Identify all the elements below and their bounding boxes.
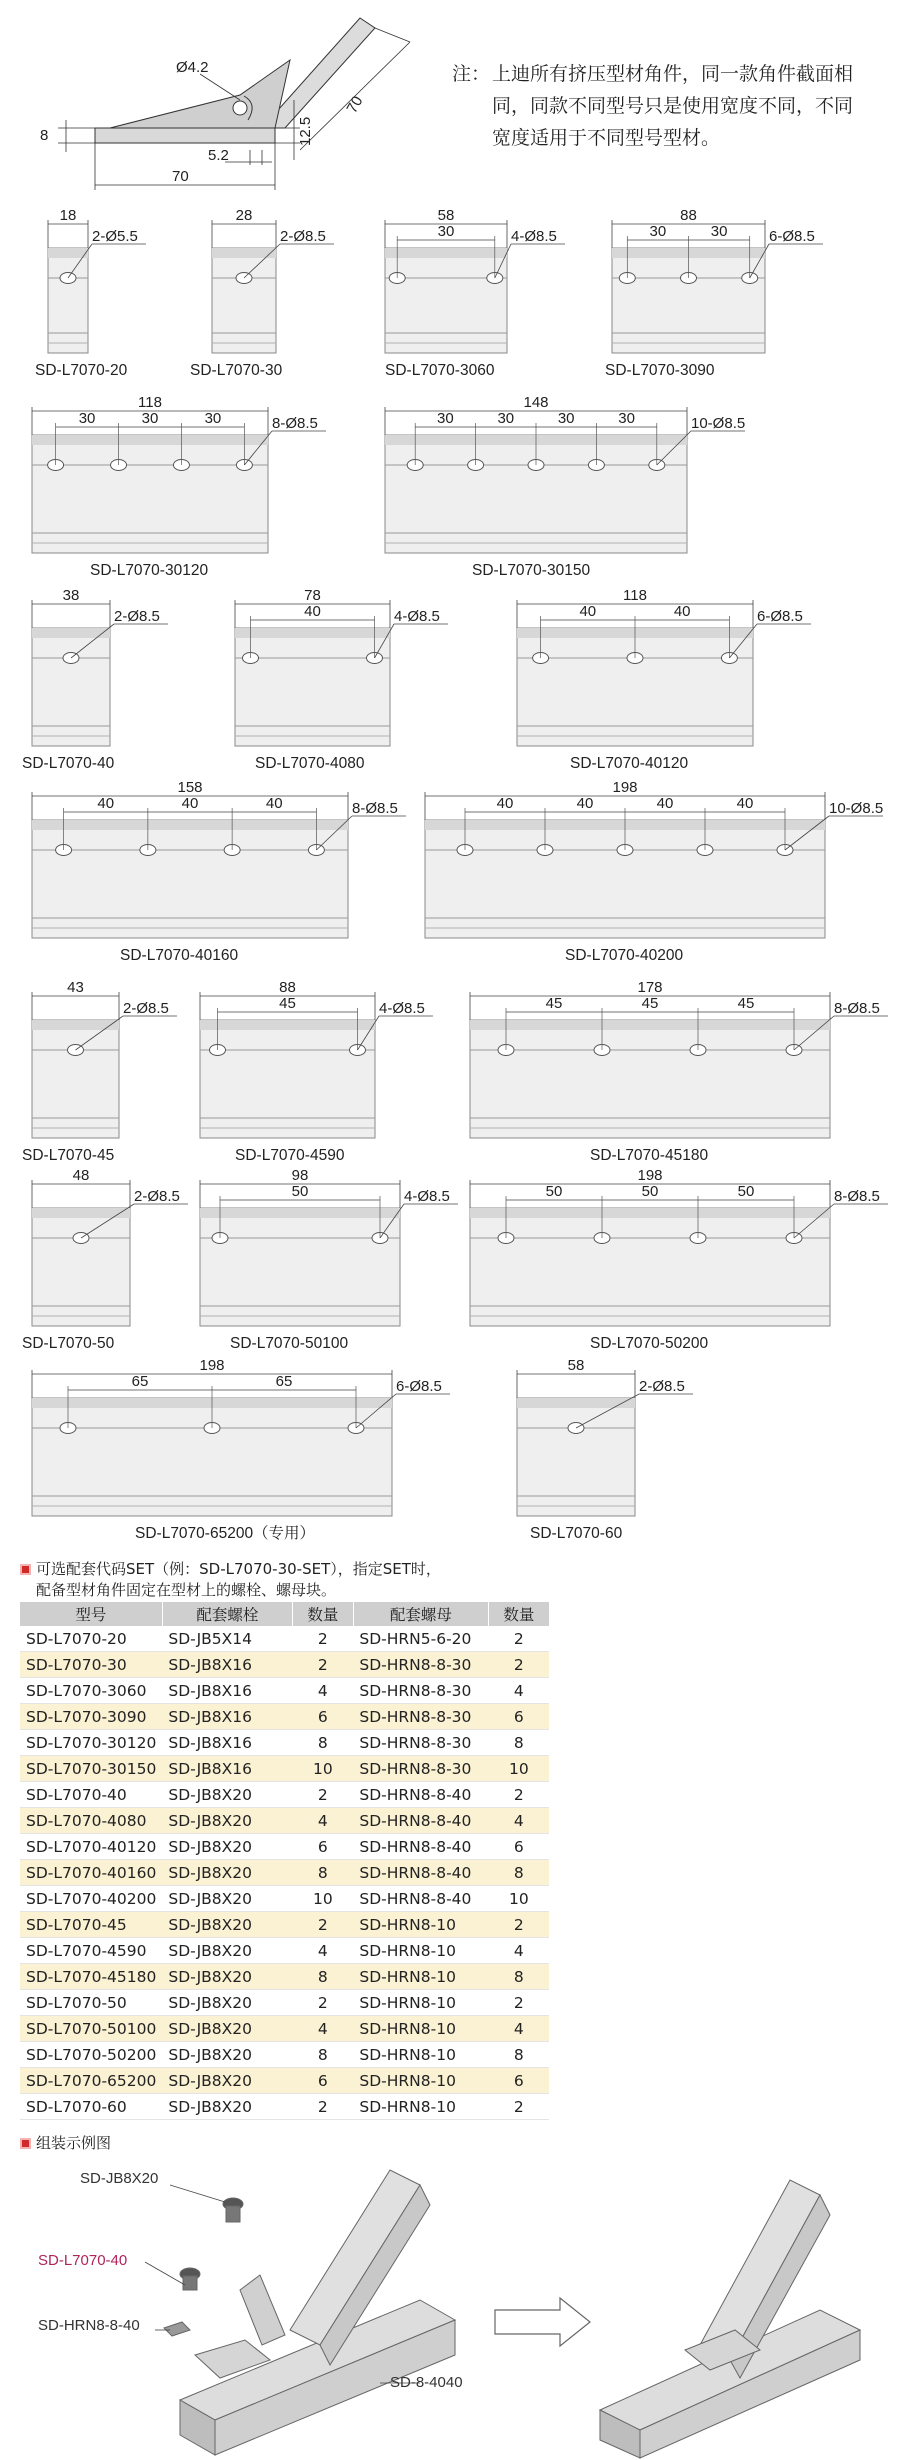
table-cell: SD-HRN8-10 (353, 2016, 488, 2042)
table-cell: SD-HRN8-10 (353, 1938, 488, 1964)
hole-callout: 8-Ø8.5 (272, 415, 318, 432)
plate (470, 1020, 830, 1138)
part-name: SD-L7070-60 (530, 1525, 623, 1540)
profile-label: SD-8-4040 (390, 2374, 463, 2391)
table-cell: 2 (292, 1782, 353, 1808)
table-row (20, 1626, 549, 1652)
hole-spacing: 30 (204, 410, 222, 427)
table-row (20, 1704, 549, 1730)
hole-spacing: 50 (641, 1183, 659, 1200)
table-cell: SD-HRN8-8-30 (353, 1730, 488, 1756)
plate-top-band (385, 248, 507, 258)
part-name: SD-L7070-20 (35, 362, 128, 379)
hole-callout: 2-Ø8.5 (134, 1188, 180, 1205)
table-cell: SD-JB8X20 (162, 1886, 292, 1912)
part-width: 148 (523, 394, 549, 411)
table-row (20, 2042, 549, 2068)
table-cell: 6 (488, 1704, 549, 1730)
table-cell: SD-JB8X20 (162, 2016, 292, 2042)
hole-callout: 4-Ø8.5 (404, 1188, 450, 1205)
table-cell: SD-JB8X20 (162, 1990, 292, 2016)
part-width: 198 (199, 1357, 225, 1374)
hole-callout: 6-Ø8.5 (396, 1378, 442, 1395)
table-cell: 2 (488, 1782, 549, 1808)
hole-spacing: 40 (736, 795, 754, 812)
plate-top-band (32, 1208, 130, 1218)
table-cell: SD-L7070-45180 (20, 1964, 162, 1990)
hole-spacing: 45 (737, 995, 755, 1012)
hole-spacing: 45 (641, 995, 659, 1012)
hole-callout: 2-Ø8.5 (639, 1378, 685, 1395)
note-label: 注： (452, 63, 491, 85)
part-width: 88 (680, 207, 697, 224)
hole-spacing: 65 (131, 1373, 149, 1390)
table-cell: SD-L7070-65200 (20, 2068, 162, 2094)
plate (32, 820, 348, 938)
hole-spacing: 40 (97, 795, 115, 812)
hole-spacing: 30 (557, 410, 575, 427)
part-width: 88 (279, 979, 296, 996)
table-cell: 2 (488, 1912, 549, 1938)
plate (32, 435, 268, 553)
table-row (20, 1834, 549, 1860)
table-row (20, 1990, 549, 2016)
plate-top-band (470, 1208, 830, 1218)
plate-top-band (32, 820, 348, 830)
part-width: 118 (623, 587, 647, 604)
table-cell: 10 (488, 1886, 549, 1912)
plate (470, 1208, 830, 1326)
table-cell: 8 (292, 1964, 353, 1990)
table-row (20, 1782, 549, 1808)
table-cell: SD-L7070-30120 (20, 1730, 162, 1756)
table-cell: 6 (488, 1834, 549, 1860)
part-name: SD-L7070-50 (22, 1335, 115, 1352)
part-width: 48 (72, 1167, 90, 1184)
hole-spacing: 30 (78, 410, 96, 427)
table-cell: SD-L7070-3060 (20, 1678, 162, 1704)
table-row (20, 1860, 549, 1886)
part-name: SD-L7070-45 (22, 1147, 115, 1164)
hole-spacing: 40 (181, 795, 199, 812)
hole-spacing: 40 (673, 603, 691, 620)
table-cell: SD-JB8X20 (162, 2094, 292, 2120)
note-text: 上迪所有挤压型材角件，同一款角件截面相同，同款不同型号只是使用宽度不同，不同宽度适用于不同型号型材。 (492, 63, 854, 149)
hole-callout: 10-Ø8.5 (691, 415, 746, 432)
table-cell: 2 (292, 1912, 353, 1938)
table-cell: SD-L7070-30 (20, 1652, 162, 1678)
set-line-2: 配备型材角件固定在型材上的螺栓、螺母块。 (36, 1581, 337, 1599)
table-row (20, 1678, 549, 1704)
plate (517, 1398, 635, 1516)
part-name: SD-L7070-45180 (590, 1147, 709, 1164)
part-width: 38 (62, 587, 80, 604)
table-cell: SD-JB8X16 (162, 1704, 292, 1730)
table-cell: SD-JB8X20 (162, 1834, 292, 1860)
table-cell: SD-L7070-50 (20, 1990, 162, 2016)
table-cell: SD-JB8X16 (162, 1678, 292, 1704)
table-cell: SD-HRN8-10 (353, 1990, 488, 2016)
part-name: SD-L7070-3060 (385, 362, 495, 379)
part-width: 198 (637, 1167, 663, 1184)
table-row (20, 1964, 549, 1990)
part-width: 78 (304, 587, 321, 604)
table-cell: SD-JB8X20 (162, 1860, 292, 1886)
col-bolt-qty: 数量 (292, 1602, 353, 1626)
hole-spacing: 30 (649, 223, 667, 240)
assembly-illustration (0, 2160, 900, 2460)
plate (32, 1020, 119, 1138)
col-nut-qty: 数量 (488, 1602, 549, 1626)
part-width: 58 (437, 207, 455, 224)
table-cell: 4 (488, 1808, 549, 1834)
plate-top-band (200, 1208, 400, 1218)
table-cell: SD-HRN8-8-40 (353, 1860, 488, 1886)
hole-spacing: 65 (275, 1373, 293, 1390)
table-cell: SD-L7070-60 (20, 2094, 162, 2120)
table-cell: SD-JB8X16 (162, 1756, 292, 1782)
table-cell: SD-HRN8-8-40 (353, 1834, 488, 1860)
hole-spacing: 40 (496, 795, 514, 812)
plate (200, 1208, 400, 1326)
table-cell: SD-JB8X20 (162, 2042, 292, 2068)
part-width: 98 (291, 1167, 309, 1184)
plate-top-band (48, 248, 88, 258)
hole-callout: 6-Ø8.5 (757, 608, 803, 625)
plate-top-band (200, 1020, 375, 1030)
table-cell: SD-L7070-50200 (20, 2042, 162, 2068)
table-cell: 4 (488, 1678, 549, 1704)
assembly-section-header (20, 2133, 111, 2154)
table-cell: 2 (292, 1990, 353, 2016)
table-row (20, 1912, 549, 1938)
table-cell: SD-L7070-45 (20, 1912, 162, 1938)
table-cell: SD-JB8X20 (162, 1938, 292, 1964)
table-cell: SD-L7070-40120 (20, 1834, 162, 1860)
part-name: SD-L7070-4080 (255, 755, 365, 772)
part-name: SD-L7070-4590 (235, 1147, 345, 1164)
hole-spacing: 40 (304, 603, 321, 620)
part-name: SD-L7070-50200 (590, 1335, 709, 1352)
side-offset: 5.2 (208, 147, 229, 164)
hole-callout: 4-Ø8.5 (511, 228, 557, 245)
part-width: 58 (567, 1357, 585, 1374)
table-cell: 2 (488, 2094, 549, 2120)
spec-table (20, 1602, 550, 2120)
part-width: 28 (235, 207, 253, 224)
table-row (20, 1652, 549, 1678)
bullet-icon (20, 1564, 31, 1575)
side-height: 8 (40, 127, 49, 144)
hole-spacing: 40 (576, 795, 594, 812)
table-cell: SD-JB8X20 (162, 1964, 292, 1990)
table-cell: SD-JB8X20 (162, 1782, 292, 1808)
part-name: SD-L7070-30 (190, 362, 283, 379)
hole-spacing: 30 (618, 410, 635, 427)
hole-callout: 2-Ø8.5 (114, 608, 160, 625)
hole-spacing: 30 (437, 223, 455, 240)
part-name: SD-L7070-40200 (565, 947, 684, 964)
plate-top-band (32, 435, 268, 445)
arrow-right-icon (495, 2298, 590, 2346)
col-model: 型号 (20, 1602, 162, 1626)
table-cell: 2 (292, 2094, 353, 2120)
table-cell: 2 (488, 1626, 549, 1652)
table-cell: 10 (292, 1756, 353, 1782)
hole-callout: 2-Ø8.5 (280, 228, 326, 245)
hole-callout: 6-Ø8.5 (769, 228, 815, 245)
side-slant: 70 (343, 93, 367, 117)
table-cell: 8 (488, 1730, 549, 1756)
table-cell: 6 (292, 2068, 353, 2094)
table-row (20, 1938, 549, 1964)
table-cell: SD-JB8X20 (162, 1808, 292, 1834)
table-cell: SD-L7070-4080 (20, 1808, 162, 1834)
hole-callout: 2-Ø5.5 (92, 228, 138, 245)
table-cell: SD-JB8X16 (162, 1730, 292, 1756)
table-cell: SD-L7070-20 (20, 1626, 162, 1652)
hole-spacing: 30 (437, 410, 454, 427)
hole-spacing: 50 (291, 1183, 309, 1200)
table-cell: 2 (292, 1626, 353, 1652)
table-cell: 6 (292, 1704, 353, 1730)
table-cell: 4 (488, 1938, 549, 1964)
part-name: SD-L7070-50100 (230, 1335, 349, 1352)
table-cell: SD-HRN8-10 (353, 1964, 488, 1990)
table-cell: SD-HRN8-10 (353, 2042, 488, 2068)
hole-callout: 10-Ø8.5 (829, 800, 884, 817)
part-name: SD-L7070-40 (22, 755, 115, 772)
table-cell: 6 (292, 1834, 353, 1860)
side-thickness: 12.5 (297, 116, 314, 146)
hole-callout: 8-Ø8.5 (834, 1188, 880, 1205)
table-cell: SD-JB8X20 (162, 2068, 292, 2094)
part-name: SD-L7070-30120 (90, 562, 209, 579)
table-row (20, 1756, 549, 1782)
part-width: 43 (67, 979, 84, 996)
hole-spacing: 40 (265, 795, 283, 812)
table-cell: 8 (292, 1860, 353, 1886)
part-name: SD-L7070-65200（专用） (135, 1525, 316, 1540)
table-cell: SD-HRN8-8-30 (353, 1652, 488, 1678)
table-cell: 4 (292, 1808, 353, 1834)
side-length: 70 (172, 168, 189, 185)
table-cell: 4 (488, 2016, 549, 2042)
part-name: SD-L7070-3090 (605, 362, 715, 379)
plate (212, 248, 276, 353)
side-hole-dia: Ø4.2 (176, 59, 209, 76)
hole-callout: 8-Ø8.5 (352, 800, 398, 817)
table-cell: SD-JB5X14 (162, 1626, 292, 1652)
table-cell: 2 (488, 1652, 549, 1678)
table-cell: 8 (488, 2042, 549, 2068)
part-width: 18 (59, 207, 77, 224)
table-cell: 6 (488, 2068, 549, 2094)
nut-label: SD-HRN8-8-40 (38, 2317, 140, 2334)
table-cell: SD-HRN5-6-20 (353, 1626, 488, 1652)
table-cell: SD-HRN8-8-40 (353, 1886, 488, 1912)
hole-callout: 4-Ø8.5 (394, 608, 440, 625)
table-header-row (20, 1602, 549, 1626)
hole-callout: 4-Ø8.5 (379, 1000, 425, 1017)
table-cell: SD-HRN8-8-30 (353, 1678, 488, 1704)
plate-top-band (517, 1398, 635, 1408)
part-width: 178 (637, 979, 663, 996)
bullet-icon (20, 2138, 31, 2149)
set-line-1: 可选配套代码SET（例：SD-L7070-30-SET），指定SET时， (36, 1560, 441, 1578)
part-width: 158 (177, 779, 203, 796)
hole-spacing: 45 (279, 995, 296, 1012)
table-cell: SD-JB8X20 (162, 1912, 292, 1938)
table-cell: 2 (292, 1652, 353, 1678)
bracket-label: SD-L7070-40 (38, 2252, 128, 2269)
plate (48, 248, 88, 353)
part-width: 118 (138, 394, 162, 411)
table-cell: SD-HRN8-8-30 (353, 1756, 488, 1782)
plate (235, 628, 390, 746)
bolt-label: SD-JB8X20 (80, 2170, 159, 2187)
table-cell: SD-L7070-40200 (20, 1886, 162, 1912)
table-row (20, 1808, 549, 1834)
col-nut: 配套螺母 (353, 1602, 488, 1626)
plate-top-band (235, 628, 390, 638)
plate (385, 248, 507, 353)
part-width: 198 (612, 779, 638, 796)
table-cell: SD-L7070-40 (20, 1782, 162, 1808)
hole-spacing: 30 (710, 223, 728, 240)
table-cell: SD-L7070-30150 (20, 1756, 162, 1782)
plate-top-band (470, 1020, 830, 1030)
part-name: SD-L7070-30150 (472, 562, 591, 579)
table-row (20, 2068, 549, 2094)
table-cell: SD-HRN8-8-30 (353, 1704, 488, 1730)
table-row (20, 2016, 549, 2042)
hole-spacing: 50 (545, 1183, 563, 1200)
table-row (20, 1886, 549, 1912)
hole-callout: 8-Ø8.5 (834, 1000, 880, 1017)
part-name: SD-L7070-40160 (120, 947, 239, 964)
table-cell: SD-L7070-40160 (20, 1860, 162, 1886)
table-row (20, 1730, 549, 1756)
plate (32, 1208, 130, 1326)
table-cell: SD-HRN8-8-40 (353, 1782, 488, 1808)
plate (32, 628, 110, 746)
plate (200, 1020, 375, 1138)
hole-spacing: 40 (656, 795, 674, 812)
set-section-header (20, 1559, 441, 1601)
table-cell: SD-L7070-3090 (20, 1704, 162, 1730)
hole-spacing: 30 (141, 410, 159, 427)
hole-spacing: 40 (579, 603, 597, 620)
table-cell: 4 (292, 1678, 353, 1704)
hole-callout: 2-Ø8.5 (123, 1000, 169, 1017)
table-cell: 8 (488, 1860, 549, 1886)
table-cell: 8 (292, 2042, 353, 2068)
table-cell: SD-HRN8-10 (353, 2094, 488, 2120)
table-cell: SD-HRN8-10 (353, 1912, 488, 1938)
hole-spacing: 45 (545, 995, 563, 1012)
table-cell: 10 (488, 1756, 549, 1782)
table-row (20, 2094, 549, 2120)
hole-spacing: 50 (737, 1183, 755, 1200)
part-name: SD-L7070-40120 (570, 755, 689, 772)
table-cell: SD-JB8X16 (162, 1652, 292, 1678)
table-cell: SD-L7070-50100 (20, 2016, 162, 2042)
table-cell: 10 (292, 1886, 353, 1912)
table-cell: 2 (488, 1990, 549, 2016)
table-cell: 4 (292, 2016, 353, 2042)
table-cell: 8 (292, 1730, 353, 1756)
table-cell: SD-L7070-4590 (20, 1938, 162, 1964)
table-cell: 4 (292, 1938, 353, 1964)
assembly-title: 组装示例图 (36, 2134, 112, 2152)
table-cell: 8 (488, 1964, 549, 1990)
table-cell: SD-HRN8-10 (353, 2068, 488, 2094)
col-bolt: 配套螺栓 (162, 1602, 292, 1626)
hole-spacing: 30 (497, 410, 515, 427)
table-cell: SD-HRN8-8-40 (353, 1808, 488, 1834)
